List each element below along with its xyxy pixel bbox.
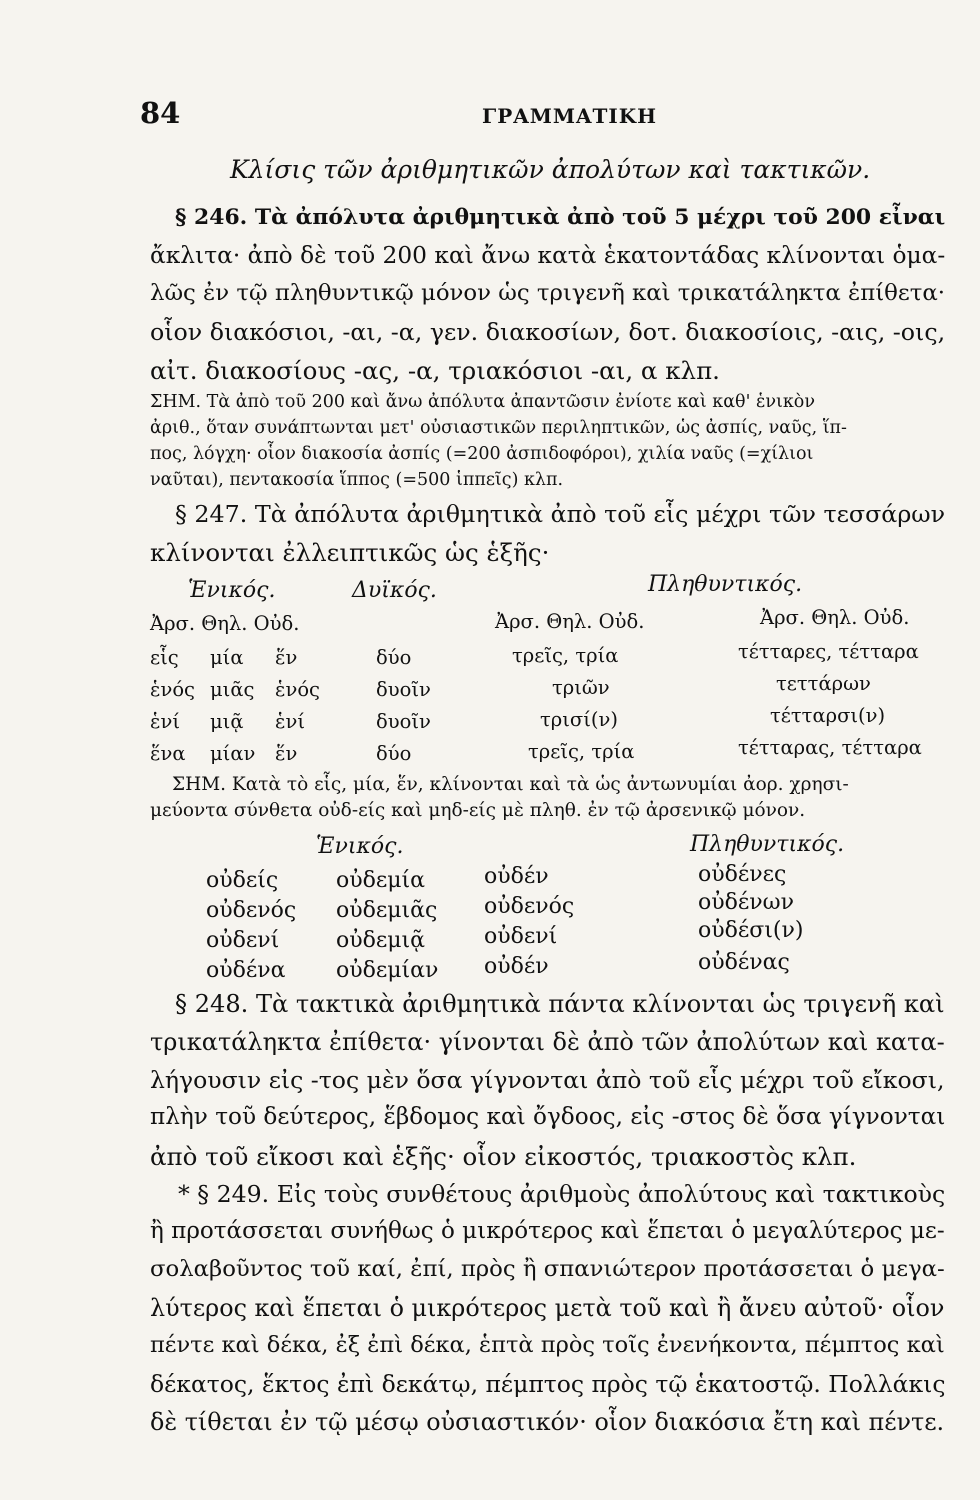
- cell-neuter: ἑνός: [275, 678, 320, 701]
- cell-feminine: μίαν: [210, 742, 256, 765]
- note1-line: ναῦται), πεντακοσία ἵππος (=500 ἱππεῖς) κλπ.: [150, 470, 564, 490]
- sec247-line: κλίνονται ἐλλειπτικῶς ὡς ἑξῆς·: [150, 538, 550, 567]
- table1-header-dual: Δυϊκός.: [352, 578, 437, 603]
- cell-masculine: οὐδείς: [206, 868, 279, 893]
- cell-dual: δύο: [376, 646, 412, 669]
- sec249-line: πέντε καὶ δέκα, ἐξ ἐπὶ δέκα, ἑπτὰ πρὸς τοῖς ἐνενήκοντα, πέμπτος καὶ: [150, 1332, 945, 1358]
- cell-four: τεττάρων: [776, 672, 871, 695]
- table1-header-plural: Πληθυντικός.: [648, 572, 803, 597]
- table1-gender-label: Ἀρσ. Θηλ. Οὐδ.: [495, 610, 645, 633]
- sec246-line: ἄκλιτα· ἀπὸ δὲ τοῦ 200 καὶ ἄνω κατὰ ἑκατοντάδας κλίνονται ὁμα-: [150, 242, 946, 269]
- table1-gender-label: Ἀρσ. Θηλ. Οὐδ.: [760, 606, 910, 629]
- cell-masculine: οὐδένα: [206, 958, 286, 983]
- sec249-line: σολαβοῦντος τοῦ καί, ἐπί, πρὸς ἢ σπανιώτερον προτάσσεται ὁ μεγα-: [150, 1256, 945, 1282]
- sec246-line: § 246. Τὰ ἀπόλυτα ἀριθμητικὰ ἀπὸ τοῦ 5 μέχρι τοῦ 200 εἶναι: [175, 204, 946, 230]
- sec249-line: ἢ προτάσσεται συνήθως ὁ μικρότερος καὶ ἕπεται ὁ μεγαλύτερος με-: [150, 1218, 945, 1244]
- cell-masculine: ἑνός: [150, 678, 195, 701]
- sec248-line: § 248. Τὰ τακτικὰ ἀριθμητικὰ πάντα κλίνονται ὡς τριγενῆ καὶ: [175, 990, 945, 1018]
- sec246-line: αἰτ. διακοσίους -ας, -α, τριακόσιοι -αι, α κλπ.: [150, 356, 720, 385]
- cell-three: τριῶν: [552, 676, 610, 699]
- sec246-line: λῶς ἐν τῷ πληθυντικῷ μόνον ὡς τριγενῆ καὶ τρικατάληκτα ἐπίθετα·: [150, 280, 945, 306]
- cell-four: τέτταρσι(ν): [770, 704, 886, 727]
- note2-line: ΣΗΜ. Κατὰ τὸ εἷς, μία, ἕν, κλίνονται καὶ τὰ ὡς ἀντωνυμίαι ἀορ. χρησι-: [172, 774, 849, 795]
- cell-feminine: μιᾷ: [210, 710, 244, 733]
- page-number: 84: [140, 96, 181, 130]
- sec247-line: § 247. Τὰ ἀπόλυτα ἀριθμητικὰ ἀπὸ τοῦ εἷς μέχρι τῶν τεσσάρων: [175, 500, 946, 528]
- note1-line: ἀριθ., ὅταν συνάπτωνται μετ' οὐσιαστικῶν περιληπτικῶν, ὡς ἀσπίς, ναῦς, ἵπ-: [150, 418, 847, 438]
- sec249-line: * § 249. Εἰς τοὺς συνθέτους ἀριθμοὺς ἀπολύτους καὶ τακτικοὺς: [178, 1180, 946, 1208]
- table1-gender-label: Ἀρσ. Θηλ. Οὐδ.: [150, 612, 300, 635]
- cell-three: τρεῖς, τρία: [528, 740, 635, 763]
- cell-dual: δυοῖν: [376, 678, 431, 701]
- cell-masculine: ἑνί: [150, 710, 180, 733]
- table2-header-plural: Πληθυντικός.: [690, 832, 845, 857]
- table1-header-singular: Ἑνικός.: [188, 578, 276, 603]
- cell-four: τέτταρας, τέτταρα: [738, 736, 922, 759]
- cell-dual: δύο: [376, 742, 412, 765]
- note1-line: πος, λόγχη· οἷον διακοσία ἀσπίς (=200 ἀσπιδοφόροι), χιλία ναῦς (=χίλιοι: [150, 444, 814, 464]
- cell-masculine: εἷς: [150, 646, 179, 669]
- sec248-line: τρικατάληκτα ἐπίθετα· γίνονται δὲ ἀπὸ τῶν ἀπολύτων καὶ κατα-: [150, 1028, 945, 1056]
- table2-header-singular: Ἑνικός.: [316, 834, 404, 859]
- note1-line: ΣΗΜ. Τὰ ἀπὸ τοῦ 200 καὶ ἄνω ἀπόλυτα ἀπαντῶσιν ἐνίοτε καὶ καθ' ἑνικὸν: [150, 392, 815, 412]
- cell-four: τέτταρες, τέτταρα: [738, 640, 919, 663]
- running-title: ΓΡΑΜΜΑΤΙΚΗ: [482, 104, 658, 128]
- cell-neuter: ἕν: [275, 646, 298, 669]
- cell-three: τρισί(ν): [540, 708, 618, 731]
- sec248-line: ἀπὸ τοῦ εἴκοσι καὶ ἑξῆς· οἷον εἰκοστός, τριακοστὸς κλπ.: [150, 1142, 857, 1171]
- cell-three: τρεῖς, τρία: [512, 644, 619, 667]
- cell-plural: οὐδένες: [698, 862, 787, 887]
- cell-plural: οὐδένας: [698, 950, 790, 975]
- cell-neuter: ἑνί: [275, 710, 305, 733]
- section-caption: Κλίσις τῶν ἀριθμητικῶν ἀπολύτων καὶ τακτικῶν.: [230, 155, 871, 184]
- cell-feminine: μία: [210, 646, 244, 669]
- sec246-line: οἷον διακόσιοι, -αι, -α, γεν. διακοσίων, δοτ. διακοσίοις, -αις, -οις,: [150, 318, 946, 346]
- cell-neuter: οὐδέν: [484, 864, 549, 889]
- cell-feminine: οὐδεμιᾷ: [336, 928, 426, 953]
- cell-neuter: οὐδενός: [484, 894, 575, 919]
- sec248-line: πλὴν τοῦ δεύτερος, ἕβδομος καὶ ὄγδοος, εἰς -στος δὲ ὅσα γίγνονται: [150, 1104, 946, 1130]
- note2-line: μεύοντα σύνθετα οὐδ-είς καὶ μηδ-είς μὲ πληθ. ἐν τῷ ἀρσενικῷ μόνον.: [150, 800, 806, 821]
- sec249-line: δὲ τίθεται ἐν τῷ μέσῳ οὐσιαστικόν· οἷον διακόσια ἔτη καὶ πέντε.: [150, 1408, 945, 1436]
- cell-masculine: ἕνα: [150, 742, 186, 765]
- cell-neuter: οὐδενί: [484, 924, 558, 949]
- cell-neuter: ἕν: [275, 742, 298, 765]
- cell-feminine: οὐδεμία: [336, 868, 426, 893]
- sec249-line: δέκατος, ἕκτος ἐπὶ δεκάτῳ, πέμπτος πρὸς τῷ ἑκατοστῷ. Πολλάκις: [150, 1370, 946, 1398]
- sec249-line: λύτερος καὶ ἕπεται ὁ μικρότερος μετὰ τοῦ καὶ ἢ ἄνευ αὐτοῦ· οἷον: [150, 1294, 945, 1322]
- cell-feminine: οὐδεμιᾶς: [336, 898, 438, 923]
- sec248-line: λήγουσιν εἰς -τος μὲν ὅσα γίγνονται ἀπὸ τοῦ εἷς μέχρι τοῦ εἴκοσι,: [150, 1066, 945, 1094]
- cell-masculine: οὐδενός: [206, 898, 297, 923]
- cell-neuter: οὐδέν: [484, 954, 549, 979]
- cell-plural: οὐδέσι(ν): [698, 918, 804, 943]
- cell-feminine: μιᾶς: [210, 678, 255, 701]
- cell-masculine: οὐδενί: [206, 928, 280, 953]
- cell-feminine: οὐδεμίαν: [336, 958, 439, 983]
- cell-plural: οὐδένων: [698, 890, 794, 915]
- cell-dual: δυοῖν: [376, 710, 431, 733]
